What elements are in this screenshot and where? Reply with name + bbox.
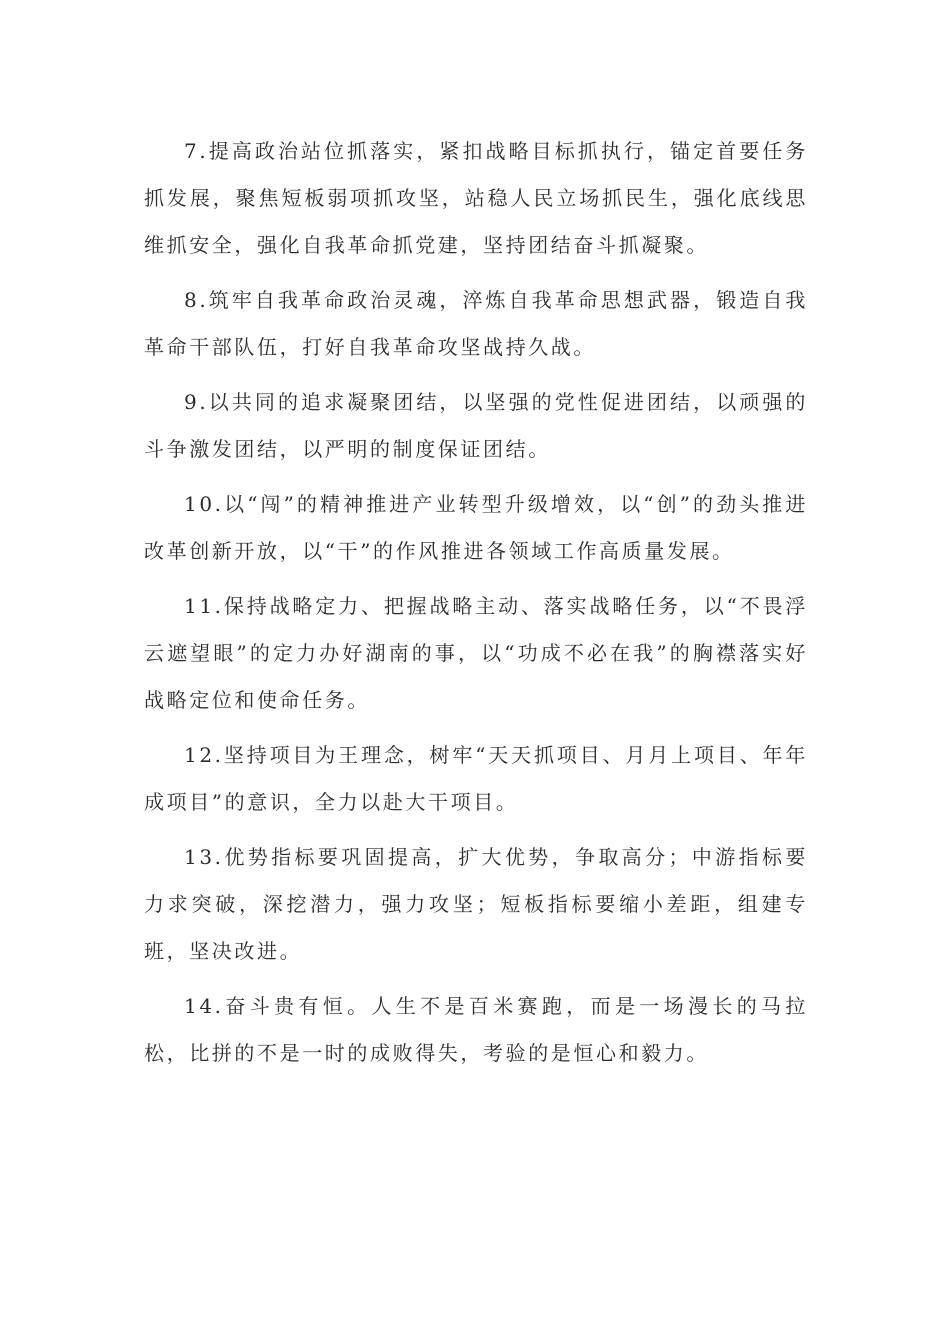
paragraph-8: 8.筑牢自我革命政治灵魂，淬炼自我革命思想武器，锻造自我革命干部队伍，打好自我革命攻坚战持久战。 (144, 288, 808, 359)
document-body (144, 128, 808, 1085)
paragraph-9: 9.以共同的追求凝聚团结，以坚强的党性促进团结，以顽强的斗争激发团结，以严明的制度保证团结。 (144, 390, 808, 461)
paragraph-10: 10.以“闯”的精神推进产业转型升级增效，以“创”的劲头推进改革创新开放，以“干”的作风推进各领域工作高质量发展。 (144, 492, 808, 563)
paragraph-12: 12.坚持项目为王理念，树牢“天天抓项目、月月上项目、年年成项目”的意识，全力以赴大干项目。 (144, 743, 808, 814)
paragraph-7: 7.提高政治站位抓落实，紧扣战略目标抓执行，锚定首要任务抓发展，聚焦短板弱项抓攻坚，站稳人民立场抓民生，强化底线思维抓安全，强化自我革命抓党建，坚持团结奋斗抓凝聚。 (144, 139, 808, 257)
paragraph-14: 14.奋斗贵有恒。人生不是百米赛跑，而是一场漫长的马拉松，比拼的不是一时的成败得失，考验的是恒心和毅力。 (144, 994, 808, 1065)
paragraph-13: 13.优势指标要巩固提高，扩大优势，争取高分；中游指标要力求突破，深挖潜力，强力攻坚；短板指标要缩小差距，组建专班，坚决改进。 (144, 845, 808, 963)
paragraph-11: 11.保持战略定力、把握战略主动、落实战略任务，以“不畏浮云遮望眼”的定力办好湖南的事，以“功成不必在我”的胸襟落实好战略定位和使命任务。 (144, 594, 808, 712)
